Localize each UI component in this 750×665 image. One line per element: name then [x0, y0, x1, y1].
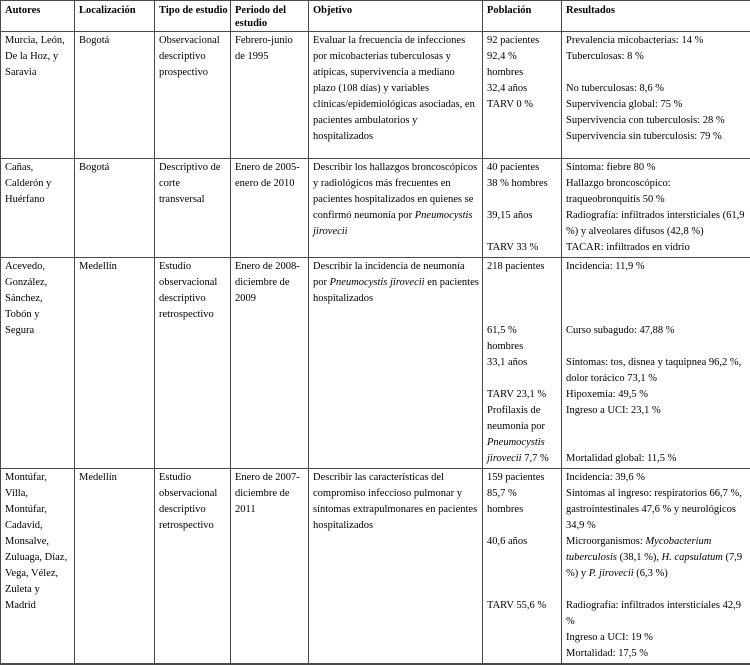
- text-line: [487, 240, 558, 256]
- text-line: [487, 307, 558, 323]
- text-line: [566, 65, 747, 81]
- text-segment: hombres: [487, 504, 523, 515]
- text-line: [566, 582, 747, 598]
- italic-text: Pneumocystis jirovecii: [330, 277, 425, 288]
- header-row: [1, 1, 750, 32]
- text-line: [566, 435, 747, 451]
- text-segment: Bogotá: [79, 162, 109, 173]
- cell-periodo: [231, 159, 309, 258]
- text-line: [566, 355, 747, 387]
- text-line: [487, 582, 558, 598]
- table-row: [1, 159, 750, 258]
- column-header-periodo-del-estudio: Periodo del estudio: [231, 1, 309, 32]
- text-segment: Mortalidad global: 11,5 %: [566, 453, 676, 464]
- text-segment: 61,5 %: [487, 325, 517, 336]
- text-line: [566, 259, 747, 275]
- text-line: [487, 566, 558, 582]
- text-line: [159, 259, 227, 323]
- cell-tipo-estudio: [155, 32, 231, 159]
- text-segment: Enero de 2005-enero de 2010: [235, 162, 300, 189]
- text-line: [487, 49, 558, 65]
- italic-text: P. jirovecii: [589, 568, 634, 579]
- text-line: [487, 291, 558, 307]
- text-segment: 159 pacientes: [487, 472, 544, 483]
- text-segment: 39,15 años: [487, 210, 533, 221]
- text-line: [566, 307, 747, 323]
- text-segment: Estudio observacional descriptivo retrospectivo: [159, 261, 217, 320]
- text-segment: (38,1 %),: [617, 552, 662, 563]
- text-segment: 40,6 años: [487, 536, 527, 547]
- italic-text: Pneumocystis jirovecii: [313, 210, 473, 237]
- text-segment: Radiografía: infiltrados intersticiales 42,9 %: [566, 600, 741, 627]
- cell-objetivo: [309, 258, 483, 469]
- cell-poblacion: [483, 32, 562, 159]
- text-segment: 7,7 %: [522, 453, 549, 464]
- text-line: [566, 419, 747, 435]
- column-header-tipo-de-estudio: Tipo de estudio: [155, 1, 231, 32]
- text-segment: Describir la incidencia de neumonía por: [313, 261, 465, 288]
- text-line: [566, 451, 747, 467]
- cell-resultados: [562, 32, 750, 159]
- cell-poblacion: [483, 258, 562, 469]
- text-line: [487, 81, 558, 97]
- text-line: [487, 323, 558, 339]
- text-line: [566, 339, 747, 355]
- text-segment: Describir las características del compromiso infeccioso pulmonar y síntomas extrapulmonares en pacientes hospitalizados: [313, 472, 477, 531]
- text-segment: Síntoma: fiebre 80 %: [566, 162, 656, 173]
- text-segment: en pacientes hospitalizados: [313, 277, 479, 304]
- text-line: [313, 259, 479, 307]
- text-segment: Acevedo, González, Sánchez, Tobón y Segura: [5, 261, 47, 336]
- text-line: [487, 435, 558, 451]
- cell-poblacion: [483, 469, 562, 665]
- text-line: [566, 486, 747, 534]
- text-segment: Supervivencia global: 75 %: [566, 99, 682, 110]
- text-segment: Observacional descriptivo prospectivo: [159, 35, 220, 78]
- text-line: [159, 33, 227, 81]
- text-segment: hombres: [487, 67, 523, 78]
- text-segment: 33,1 años: [487, 357, 527, 368]
- cell-autores: [1, 159, 75, 258]
- text-segment: Enero de 2008-diciembre de 2009: [235, 261, 300, 304]
- text-line: [487, 224, 558, 240]
- text-line: [487, 502, 558, 518]
- text-line: [487, 371, 558, 387]
- table-row: [1, 469, 750, 665]
- text-segment: Medellín: [79, 261, 117, 272]
- text-line: [566, 81, 747, 97]
- text-segment: Supervivencia sin tuberculosis: 79 %: [566, 131, 722, 142]
- text-line: [235, 259, 305, 307]
- column-header-poblacion: Población: [483, 1, 562, 32]
- text-line: [159, 160, 227, 208]
- text-segment: Evaluar la frecuencia de infecciones por micobacterias tuberculosas y atípicas, supervivencia a mediano plazo (108 días) y variables clínicas/epidemiológicas asociadas, en pacientes ambulatorios y hospitalizados: [313, 35, 475, 142]
- text-line: [487, 192, 558, 208]
- column-header-objetivo: Objetivo: [309, 1, 483, 32]
- text-line: [79, 259, 151, 275]
- text-line: [566, 160, 747, 176]
- text-segment: Montúfar, Villa, Montúfar, Cadavid, Monsalve, Zuluaga, Díaz, Vega, Vélez, Zuleta y Madrid: [5, 472, 67, 611]
- table-body: [1, 32, 750, 665]
- text-segment: Ingreso a UCI: 19 %: [566, 632, 653, 643]
- text-line: [487, 403, 558, 419]
- text-segment: TACAR: infiltrados en vidrio: [566, 242, 690, 253]
- text-line: [313, 470, 479, 534]
- text-segment: Enero de 2007-diciembre de 2011: [235, 472, 300, 515]
- text-line: [566, 129, 747, 145]
- cell-objetivo: [309, 159, 483, 258]
- cell-autores: [1, 32, 75, 159]
- column-header-resultados: Resultados: [562, 1, 750, 32]
- text-segment: Prevalencia micobacterias: 14 %: [566, 35, 703, 46]
- cell-localizacion: [75, 258, 155, 469]
- text-line: [566, 387, 747, 403]
- italic-text: jirovecii: [487, 453, 522, 464]
- text-line: [235, 160, 305, 192]
- text-line: [159, 470, 227, 534]
- text-segment: Hipoxemia: 49,5 %: [566, 389, 648, 400]
- text-segment: 85,7 %: [487, 488, 517, 499]
- text-line: [566, 113, 747, 129]
- text-segment: hombres: [487, 341, 523, 352]
- text-line: [487, 470, 558, 486]
- text-line: [487, 355, 558, 371]
- text-line: [79, 470, 151, 486]
- text-line: [566, 33, 747, 49]
- text-line: [566, 275, 747, 291]
- text-segment: TARV 33 %: [487, 242, 538, 253]
- text-segment: Febrero-junio de 1995: [235, 35, 293, 62]
- text-segment: (6,3 %): [634, 568, 668, 579]
- text-segment: 92 pacientes: [487, 35, 539, 46]
- text-segment: 32,4 años: [487, 83, 527, 94]
- text-line: [487, 339, 558, 355]
- cell-resultados: [562, 159, 750, 258]
- text-segment: 38 % hombres: [487, 178, 548, 189]
- text-line: [566, 97, 747, 113]
- text-segment: Cañas, Calderón y Huérfano: [5, 162, 51, 205]
- text-line: [487, 534, 558, 550]
- text-line: [235, 33, 305, 65]
- cell-tipo-estudio: [155, 258, 231, 469]
- cell-tipo-estudio: [155, 159, 231, 258]
- cell-resultados: [562, 258, 750, 469]
- column-header-autores: Autores: [1, 1, 75, 32]
- text-line: [487, 33, 558, 49]
- text-segment: Estudio observacional descriptivo retrospectivo: [159, 472, 217, 531]
- cell-poblacion: [483, 159, 562, 258]
- text-segment: Bogotá: [79, 35, 109, 46]
- text-segment: (7,9 %) y: [566, 552, 742, 579]
- italic-text: Mycobacterium tuberculosis: [566, 536, 711, 563]
- text-line: [79, 160, 151, 176]
- text-segment: Describir los hallazgos broncoscópicos y radiológicos más frecuentes en pacientes hospitalizados en quienes se confirmó neumonía por: [313, 162, 477, 221]
- text-line: [313, 33, 479, 145]
- text-line: [487, 160, 558, 176]
- text-line: [566, 470, 747, 486]
- cell-autores: [1, 258, 75, 469]
- text-line: [566, 646, 747, 662]
- text-segment: Supervivencia con tuberculosis: 28 %: [566, 115, 725, 126]
- text-line: [313, 160, 479, 240]
- text-segment: Incidencia: 39,6 %: [566, 472, 645, 483]
- text-line: [566, 534, 747, 582]
- cell-localizacion: [75, 159, 155, 258]
- text-segment: Murcia, León, De la Hoz, y Saravia: [5, 35, 65, 78]
- cell-periodo: [231, 32, 309, 159]
- text-segment: Incidencia: 11,9 %: [566, 261, 645, 272]
- text-segment: TARV 0 %: [487, 99, 533, 110]
- text-segment: Hallazgo broncoscópico: traqueobronquitis 50 %: [566, 178, 671, 205]
- text-line: [487, 65, 558, 81]
- cell-localizacion: [75, 469, 155, 665]
- text-line: [487, 97, 558, 113]
- italic-text: Pneumocystis: [487, 437, 545, 448]
- table-row: [1, 32, 750, 159]
- cell-periodo: [231, 258, 309, 469]
- cell-objetivo: [309, 469, 483, 665]
- text-line: [487, 451, 558, 467]
- text-line: [487, 419, 558, 435]
- text-line: [487, 208, 558, 224]
- text-segment: Medellín: [79, 472, 117, 483]
- cell-autores: [1, 469, 75, 665]
- text-segment: No tuberculosas: 8,6 %: [566, 83, 664, 94]
- column-header-localizacion: Localización: [75, 1, 155, 32]
- text-segment: Mortalidad: 17,5 %: [566, 648, 648, 659]
- text-line: [5, 259, 71, 339]
- text-line: [487, 518, 558, 534]
- italic-text: H. capsulatum: [662, 552, 723, 563]
- text-line: [566, 176, 747, 208]
- text-line: [566, 291, 747, 307]
- text-segment: Microorganismos:: [566, 536, 645, 547]
- text-segment: neumonía por: [487, 421, 545, 432]
- text-line: [566, 630, 747, 646]
- cell-tipo-estudio: [155, 469, 231, 665]
- text-line: [566, 208, 747, 240]
- text-segment: Curso subagudo: 47,88 %: [566, 325, 675, 336]
- table-row: [1, 258, 750, 469]
- text-segment: Síntomas: tos, disnea y taquipnea 96,2 %, dolor torácico 73,1 %: [566, 357, 741, 384]
- text-line: [487, 387, 558, 403]
- text-segment: 92,4 %: [487, 51, 517, 62]
- text-segment: TARV 55,6 %: [487, 600, 546, 611]
- text-line: [487, 176, 558, 192]
- table-header: [1, 1, 750, 32]
- cell-localizacion: [75, 32, 155, 159]
- text-segment: Descriptivo de corte transversal: [159, 162, 221, 205]
- text-line: [566, 598, 747, 630]
- cell-periodo: [231, 469, 309, 665]
- text-line: [487, 259, 558, 275]
- cell-objetivo: [309, 32, 483, 159]
- text-segment: Tuberculosas: 8 %: [566, 51, 644, 62]
- text-line: [566, 323, 747, 339]
- text-line: [487, 550, 558, 566]
- text-line: [566, 240, 747, 256]
- text-line: [487, 486, 558, 502]
- text-segment: 218 pacientes: [487, 261, 544, 272]
- text-segment: Síntomas al ingreso: respiratorios 66,7 %, gastrointestinales 47,6 % y neurológicos 34,9 %: [566, 488, 742, 531]
- text-segment: Ingreso a UCI: 23,1 %: [566, 405, 661, 416]
- text-line: [487, 275, 558, 291]
- text-segment: TARV 23,1 %: [487, 389, 546, 400]
- text-line: [235, 470, 305, 518]
- text-segment: 40 pacientes: [487, 162, 539, 173]
- text-line: [5, 160, 71, 208]
- text-line: [566, 49, 747, 65]
- text-line: [566, 403, 747, 419]
- text-line: [5, 33, 71, 81]
- text-line: [79, 33, 151, 49]
- text-segment: Radiografía: infiltrados intersticiales (61,9 %) y alveolares difusos (42,8 %): [566, 210, 744, 237]
- text-line: [487, 598, 558, 614]
- text-line: [5, 470, 71, 614]
- cell-resultados: [562, 469, 750, 665]
- text-segment: Profilaxis de: [487, 405, 540, 416]
